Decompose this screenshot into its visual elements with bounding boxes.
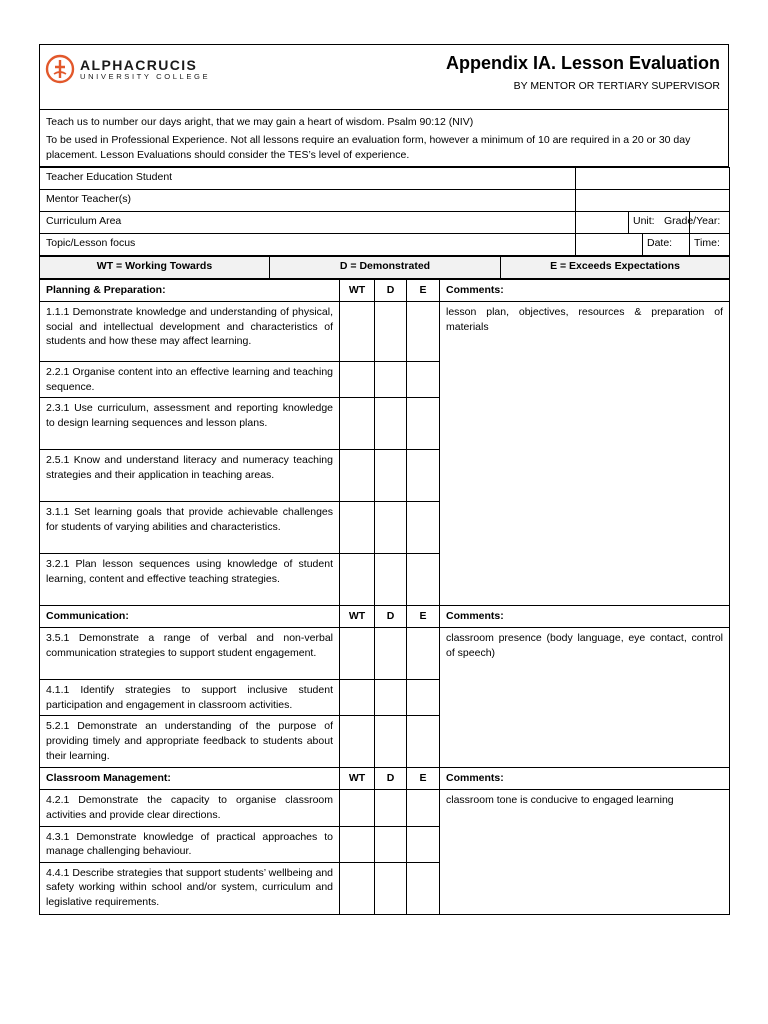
section-title: Communication:: [40, 606, 340, 628]
rating-wt-checkbox[interactable]: [340, 826, 375, 862]
criterion-row: [40, 790, 730, 826]
column-d-header: D: [375, 280, 407, 302]
rating-d-checkbox[interactable]: [375, 628, 407, 680]
evaluation-table: [39, 279, 730, 915]
section-header-row: [40, 768, 730, 790]
unit-field[interactable]: Unit:: [629, 212, 690, 234]
legend-e: E = Exceeds Expectations: [501, 257, 730, 279]
column-e-header: E: [407, 606, 440, 628]
rating-wt-checkbox[interactable]: [340, 680, 375, 716]
rating-e-checkbox[interactable]: [407, 450, 440, 502]
date-field[interactable]: Date:: [643, 234, 690, 256]
rating-wt-checkbox[interactable]: [340, 554, 375, 606]
criterion-description: 4.3.1 Demonstrate knowledge of practical approaches to manage challenging behaviour.: [40, 826, 340, 862]
rating-d-checkbox[interactable]: [375, 450, 407, 502]
mentor-field[interactable]: [576, 190, 730, 212]
criterion-description: 2.3.1 Use curriculum, assessment and reporting knowledge to design learning sequences and lesson plans.: [40, 398, 340, 450]
comments-field[interactable]: classroom tone is conducive to engaged learning: [440, 790, 730, 914]
details-table: [39, 167, 730, 256]
criterion-description: 4.1.1 Identify strategies to support inclusive student participation and engagement in classroom activities.: [40, 680, 340, 716]
logo-subtitle: UNIVERSITY COLLEGE: [80, 71, 211, 81]
rating-e-checkbox[interactable]: [407, 502, 440, 554]
rating-wt-checkbox[interactable]: [340, 716, 375, 768]
rating-wt-checkbox[interactable]: [340, 862, 375, 914]
column-e-header: E: [407, 280, 440, 302]
rating-e-checkbox[interactable]: [407, 716, 440, 768]
rating-d-checkbox[interactable]: [375, 680, 407, 716]
criterion-description: 3.5.1 Demonstrate a range of verbal and non-verbal communication strategies to support student engagement.: [40, 628, 340, 680]
column-wt-header: WT: [340, 280, 375, 302]
logo-name: ALPHACRUCIS: [80, 56, 198, 73]
column-wt-header: WT: [340, 768, 375, 790]
column-d-header: D: [375, 606, 407, 628]
rating-legend: [39, 256, 730, 279]
criterion-description: 2.2.1 Organise content into an effective learning and teaching sequence.: [40, 362, 340, 398]
section-title: Planning & Preparation:: [40, 280, 340, 302]
comments-field[interactable]: classroom presence (body language, eye contact, control of speech): [440, 628, 730, 768]
rating-wt-checkbox[interactable]: [340, 502, 375, 554]
curriculum-field[interactable]: [576, 212, 629, 234]
legend-wt: WT = Working Towards: [40, 257, 270, 279]
form-instructions: To be used in Professional Experience. Not all lessons require an evaluation form, however a minimum of 10 are required in a 20 or 30 day placement. Lesson Evaluations should consider the TES’s level of experience.: [46, 134, 691, 161]
topic-field[interactable]: [576, 234, 643, 256]
rating-wt-checkbox[interactable]: [340, 628, 375, 680]
rating-e-checkbox[interactable]: [407, 398, 440, 450]
topic-label: Topic/Lesson focus: [40, 234, 576, 256]
rating-e-checkbox[interactable]: [407, 862, 440, 914]
cross-seal-icon: [45, 54, 75, 84]
criterion-description: 4.4.1 Describe strategies that support students’ wellbeing and safety working within school and/or system, curriculum and legislative requirements.: [40, 862, 340, 914]
rating-e-checkbox[interactable]: [407, 628, 440, 680]
rating-wt-checkbox[interactable]: [340, 302, 375, 362]
section-header-row: [40, 606, 730, 628]
criterion-description: 4.2.1 Demonstrate the capacity to organise classroom activities and provide clear directions.: [40, 790, 340, 826]
page-subtitle: BY MENTOR OR TERTIARY SUPERVISOR: [513, 80, 720, 92]
page-title: Appendix IA. Lesson Evaluation: [445, 53, 720, 73]
rating-e-checkbox[interactable]: [407, 790, 440, 826]
rating-d-checkbox[interactable]: [375, 502, 407, 554]
rating-e-checkbox[interactable]: [407, 362, 440, 398]
rating-wt-checkbox[interactable]: [340, 790, 375, 826]
criterion-row: [40, 302, 730, 362]
rating-wt-checkbox[interactable]: [340, 362, 375, 398]
rating-e-checkbox[interactable]: [407, 826, 440, 862]
comments-header: Comments:: [440, 768, 730, 790]
criterion-description: 2.5.1 Know and understand literacy and numeracy teaching strategies and their application in teaching areas.: [40, 450, 340, 502]
mentor-label: Mentor Teacher(s): [40, 190, 576, 212]
alphacrucis-logo: [45, 54, 210, 84]
rating-wt-checkbox[interactable]: [340, 450, 375, 502]
column-d-header: D: [375, 768, 407, 790]
rating-d-checkbox[interactable]: [375, 716, 407, 768]
column-e-header: E: [407, 768, 440, 790]
comments-field[interactable]: lesson plan, objectives, resources & preparation of materials: [440, 302, 730, 606]
rating-d-checkbox[interactable]: [375, 826, 407, 862]
rating-e-checkbox[interactable]: [407, 302, 440, 362]
student-label: Teacher Education Student: [40, 168, 576, 190]
rating-wt-checkbox[interactable]: [340, 398, 375, 450]
rating-d-checkbox[interactable]: [375, 790, 407, 826]
section-title: Classroom Management:: [40, 768, 340, 790]
column-wt-header: WT: [340, 606, 375, 628]
grade-label: Grade/Year:: [664, 215, 721, 227]
criterion-description: 1.1.1 Demonstrate knowledge and understanding of physical, social and intellectual development and characteristics of students and how these may affect learning.: [40, 302, 340, 362]
criterion-row: [40, 628, 730, 680]
criterion-description: 5.2.1 Demonstrate an understanding of the purpose of providing timely and appropriate feedback to students about their learning.: [40, 716, 340, 768]
rating-d-checkbox[interactable]: [375, 302, 407, 362]
lesson-evaluation-form: [39, 44, 729, 915]
student-field[interactable]: [576, 168, 730, 190]
comments-header: Comments:: [440, 606, 730, 628]
rating-e-checkbox[interactable]: [407, 554, 440, 606]
comments-header: Comments:: [440, 280, 730, 302]
rating-d-checkbox[interactable]: [375, 862, 407, 914]
rating-d-checkbox[interactable]: [375, 554, 407, 606]
grade-field[interactable]: [664, 212, 730, 234]
intro-block: [39, 110, 729, 167]
section-header-row: [40, 280, 730, 302]
legend-d: D = Demonstrated: [270, 257, 501, 279]
form-header: [39, 44, 729, 110]
rating-e-checkbox[interactable]: [407, 680, 440, 716]
criterion-description: 3.2.1 Plan lesson sequences using knowledge of student learning, content and effective teaching strategies.: [40, 554, 340, 606]
rating-d-checkbox[interactable]: [375, 362, 407, 398]
rating-d-checkbox[interactable]: [375, 398, 407, 450]
criterion-description: 3.1.1 Set learning goals that provide achievable challenges for students of varying abilities and characteristics.: [40, 502, 340, 554]
time-field[interactable]: Time:: [690, 234, 730, 256]
psalm-verse: Teach us to number our days aright, that we may gain a heart of wisdom. Psalm 90:12 (NIV): [46, 116, 474, 128]
curriculum-label: Curriculum Area: [40, 212, 576, 234]
